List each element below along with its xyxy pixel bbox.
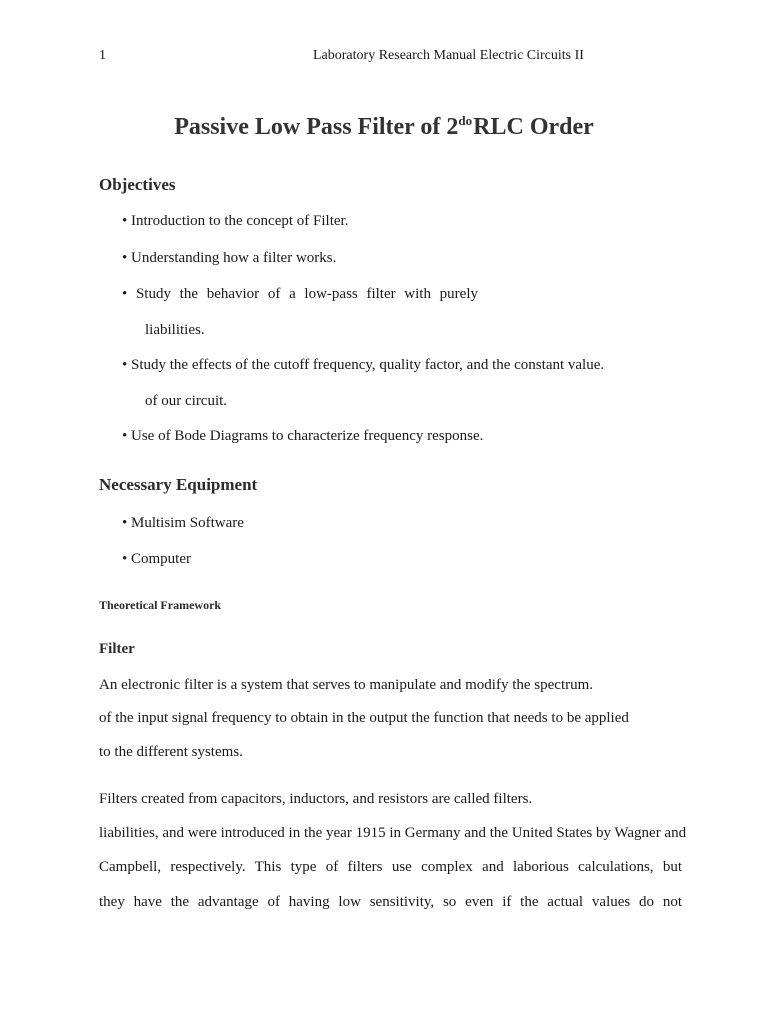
- paragraph-line: liabilities, and were introduced in the year 1915 in Germany and the United States by Wagner and: [99, 825, 687, 841]
- objective-item-continuation: of our circuit.: [145, 393, 228, 409]
- objective-item: • Use of Bode Diagrams to characterize frequency response.: [122, 428, 484, 444]
- paragraph-line: Campbell, respectively. This type of filters use complex and laborious calculations, but: [99, 859, 682, 875]
- running-header: Laboratory Research Manual Electric Circuits II: [313, 48, 584, 63]
- objective-item: • Understanding how a filter works.: [122, 250, 337, 266]
- filter-heading: Filter: [99, 641, 135, 657]
- equipment-item: • Computer: [122, 551, 191, 567]
- objectives-heading: Objectives: [99, 175, 176, 194]
- objective-item-continuation: liabilities.: [145, 322, 205, 338]
- paragraph-line: Filters created from capacitors, inductors, and resistors are called filters.: [99, 791, 533, 807]
- objective-item: • Study the behavior of a low-pass filter with purely: [122, 286, 478, 302]
- objective-item: • Introduction to the concept of Filter.: [122, 213, 349, 229]
- paragraph-line: An electronic filter is a system that serves to manipulate and modify the spectrum.: [99, 677, 594, 693]
- document-title: [0, 113, 768, 141]
- title-text-end: RLC Order: [473, 114, 594, 140]
- page-number: 1: [99, 48, 106, 63]
- equipment-heading: Necessary Equipment: [99, 475, 258, 494]
- objective-item: • Study the effects of the cutoff frequency, quality factor, and the constant value.: [122, 357, 605, 373]
- paragraph-line: to the different systems.: [99, 744, 243, 760]
- title-text-start: Passive Low Pass Filter of 2: [174, 114, 459, 140]
- equipment-item: • Multisim Software: [122, 515, 244, 531]
- title-superscript: do: [458, 113, 473, 128]
- theory-heading: Theoretical Framework: [99, 598, 222, 612]
- paragraph-line: they have the advantage of having low sensitivity, so even if the actual values do not: [99, 894, 682, 910]
- paragraph-line: of the input signal frequency to obtain in the output the function that needs to be applied: [99, 710, 629, 726]
